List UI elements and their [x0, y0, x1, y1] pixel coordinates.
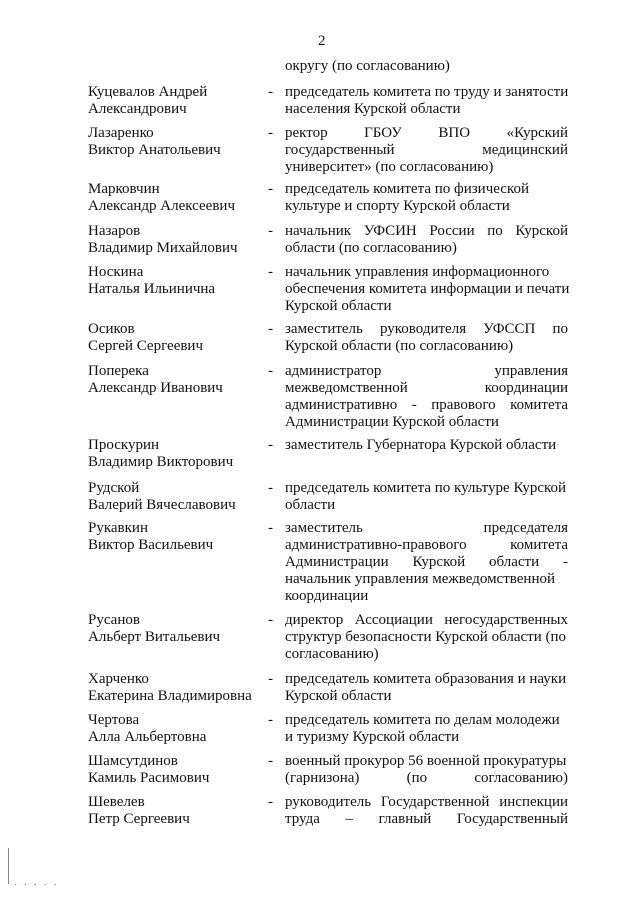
member-position-line: согласованию)	[285, 646, 379, 662]
member-name-line: Петр Сергеевич	[88, 811, 190, 827]
member-position-line: председатель комитета по делам молодежи	[285, 712, 560, 728]
member-position-line: руководитель Государственной инспекции	[285, 794, 568, 810]
member-position	[285, 223, 568, 257]
member-name	[88, 480, 268, 514]
member-position	[285, 520, 568, 605]
member-position-line: культуре и спорту Курской области	[285, 198, 510, 214]
member-name-line: Русанов	[88, 612, 140, 628]
member-position	[285, 321, 568, 355]
member-name-line: Чертова	[88, 712, 140, 728]
member-position	[285, 125, 568, 176]
member-position	[285, 612, 568, 663]
member-position-line: Администрации Курской области -	[285, 554, 568, 570]
dash-separator: -	[268, 84, 273, 100]
member-name-line: Альберт Витальевич	[88, 629, 221, 645]
member-name	[88, 181, 268, 215]
member-name	[88, 437, 268, 471]
member-name-line: Рукавкин	[88, 520, 148, 536]
member-position-line: председатель комитета по физической	[285, 181, 529, 197]
member-position-line: председатель комитета образования и науки	[285, 671, 567, 687]
member-name-line: Валерий Вячеславович	[88, 497, 236, 513]
member-name-line: Камиль Расимович	[88, 770, 210, 786]
member-position-line: обеспечения комитета информации и печати	[285, 281, 570, 297]
member-position-line: области	[285, 497, 336, 513]
dash-separator: -	[268, 125, 273, 141]
member-position-line: заместитель руководителя УФССП по	[285, 321, 568, 337]
dash-separator: -	[268, 794, 273, 810]
member-position-line: структур безопасности Курской области (по	[285, 629, 566, 645]
member-position	[285, 480, 568, 514]
member-name-line: Шевелев	[88, 794, 145, 810]
member-position-line: (гарнизона) (по согласованию)	[285, 770, 568, 786]
member-name-line: Владимир Викторович	[88, 454, 234, 470]
member-name-line: Александр Иванович	[88, 380, 223, 396]
dash-separator: -	[268, 612, 273, 628]
continuation-text: округу (по согласованию)	[285, 58, 450, 74]
member-position	[285, 437, 568, 454]
dash-separator: -	[268, 437, 273, 453]
dash-separator: -	[268, 520, 273, 536]
member-name	[88, 84, 268, 118]
member-name	[88, 712, 268, 746]
member-position-line: председатель комитета по труду и занятости	[285, 84, 569, 100]
member-position	[285, 264, 568, 315]
member-position-line: координации	[285, 588, 369, 604]
member-position-line: заместитель Губернатора Курской области	[285, 437, 557, 453]
member-name	[88, 363, 268, 397]
member-name-line: Осиков	[88, 321, 135, 337]
member-name-line: Виктор Анатольевич	[88, 142, 221, 158]
member-position-line: начальник УФСИН России по Курской	[285, 223, 568, 239]
member-position	[285, 712, 568, 746]
member-position-line: военный прокурор 56 военной прокуратуры	[285, 753, 567, 769]
member-position	[285, 181, 568, 215]
member-name-line: Лазаренко	[88, 125, 154, 141]
member-position-line: и туризму Курской области	[285, 729, 460, 745]
member-name-line: Екатерина Владимировна	[88, 688, 252, 704]
member-position-line: председатель комитета по культуре Курской	[285, 480, 567, 496]
member-position-line: административно - правового комитета	[285, 397, 568, 413]
member-position-line: администратор управления	[285, 363, 568, 379]
member-position-line: межведомственной координации	[285, 380, 568, 396]
dash-separator: -	[268, 264, 273, 280]
member-position-line: директор Ассоциации негосударственных	[285, 612, 568, 628]
member-position-line: Курской области (по согласованию)	[285, 338, 514, 354]
member-name	[88, 321, 268, 355]
page-number: 2	[318, 33, 326, 49]
member-name-line: Владимир Михайлович	[88, 240, 238, 256]
member-position	[285, 794, 568, 828]
member-name	[88, 753, 268, 787]
dash-separator: -	[268, 181, 273, 197]
member-position-line: Администрации Курской области	[285, 414, 499, 430]
dash-separator: -	[268, 671, 273, 687]
member-name-line: Марковчин	[88, 181, 160, 197]
member-name-line: Назаров	[88, 223, 141, 239]
member-position-line: начальник управления межведомственной	[285, 571, 556, 587]
dash-separator: -	[268, 480, 273, 496]
member-position	[285, 363, 568, 431]
member-position	[285, 84, 568, 118]
member-position-line: государственный медицинский	[285, 142, 568, 158]
member-name-line: Александр Алексеевич	[88, 198, 235, 214]
member-position-line: Курской области	[285, 298, 392, 314]
member-position-line: заместитель председателя	[285, 520, 568, 536]
member-name-line: Куцевалов Андрей	[88, 84, 208, 100]
dash-separator: -	[268, 712, 273, 728]
member-position-line: административно-правового комитета	[285, 537, 568, 553]
member-name	[88, 223, 268, 257]
member-position-line: населения Курской области	[285, 101, 461, 117]
member-name-line: Шамсутдинов	[88, 753, 178, 769]
member-name	[88, 612, 268, 646]
member-name	[88, 125, 268, 159]
member-position	[285, 671, 568, 705]
member-name-line: Проскурин	[88, 437, 159, 453]
member-name-line: Поперека	[88, 363, 149, 379]
member-name-line: Харченко	[88, 671, 149, 687]
member-name	[88, 671, 268, 705]
dash-separator: -	[268, 321, 273, 337]
dash-separator: -	[268, 753, 273, 769]
dash-separator: -	[268, 223, 273, 239]
member-name-line: Рудской	[88, 480, 140, 496]
member-position	[285, 753, 568, 787]
member-name-line: Александрович	[88, 101, 187, 117]
member-position-line: университет» (по согласованию)	[285, 159, 494, 175]
member-name-line: Виктор Васильевич	[88, 537, 214, 553]
member-position-line: ректор ГБОУ ВПО «Курский	[285, 125, 568, 141]
member-position-line: области (по согласованию)	[285, 240, 457, 256]
member-name-line: Наталья Ильинична	[88, 281, 216, 297]
dash-separator: -	[268, 363, 273, 379]
margin-mark	[8, 848, 9, 884]
member-name	[88, 794, 268, 828]
member-name-line: Алла Альбертовна	[88, 729, 207, 745]
member-position-line: начальник управления информационного	[285, 264, 550, 280]
member-name-line: Носкина	[88, 264, 144, 280]
member-name	[88, 520, 268, 554]
member-position-line: труда – главный Государственный	[285, 811, 568, 827]
member-name	[88, 264, 268, 298]
member-name-line: Сергей Сергеевич	[88, 338, 204, 354]
margin-dots: · · · · ·	[14, 880, 59, 891]
member-position-line: Курской области	[285, 688, 392, 704]
